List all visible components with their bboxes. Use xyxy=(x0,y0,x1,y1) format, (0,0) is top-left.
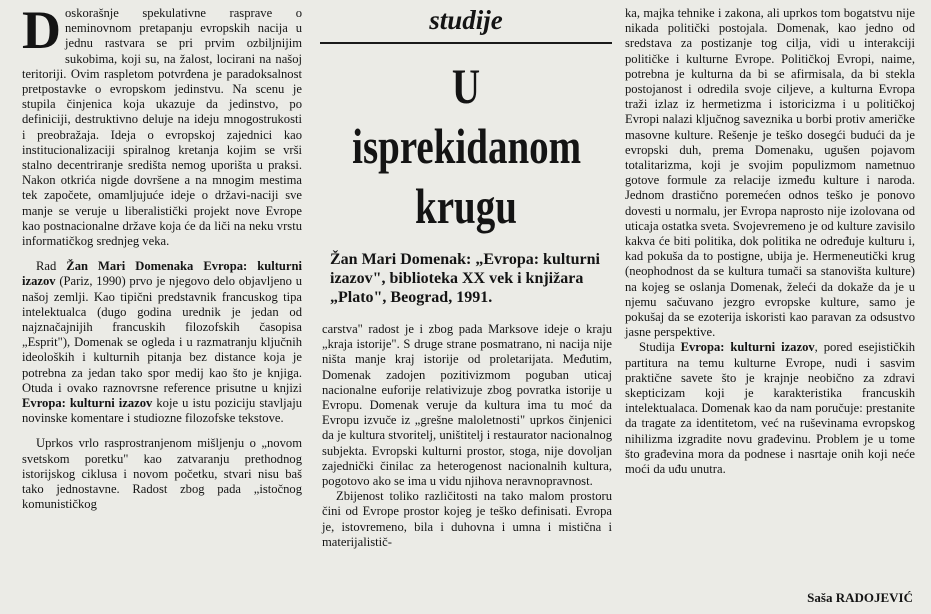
paragraph-3: Uprkos vrlo rasprostranjenom mišljenju o „novom svetskom poretku" kao zatvaranju prethodnog istorijskog ciklusa i novom početku, stvari nisu baš tako jednostavne. Radost zbog pada „istočnog komunističkog xyxy=(22,436,302,512)
article-header xyxy=(320,4,612,236)
paragraph-2: Rad Žan Mari Domenaka Evropa: kulturni izazov (Pariz, 1990) prvo je njegovo delo objavljeno u našoj zemlji. Kao tipični predstavnik francuskog tipa intelektualca (dugo godina urednik je jedan od najznačajnijih francuskih filozofskih časopisa „Esprit"), Domenak se ogleda i u razmatranju ključnih ideoloških i kulturnih pitanja bez distance koja je potrebna za jedan tako spor medij kao što je knjiga. Otuda i ovako raznovrsne reference prisutne u knjizi Evropa: kulturni izazov koje u istu poziciju stavljaju novinske komentare i studiozne filozofske tekstove. xyxy=(22,259,303,426)
col3-paragraph-2: Studija Evropa: kulturni izazov, pored esejističkih partitura na temu kulturne Evrope, nudi i sasvim praktične savete što je krajnje neobično za zdravi skepticizam koji je karakteristika francuskih intelektualaca. Domenak kao da nam poručuje: prestanite da tragate za identitetom, već na ruševinama evropskog nihilizma izgradite novu građevinu. Problem je u tome što građevina mora da podnese i nasrtaje onih koji neće moći da uđu unutra. xyxy=(625,340,915,477)
column-3 xyxy=(625,6,915,477)
col2-paragraph-2: Zbijenost toliko različitosti na tako malom prostoru čini od Evrope prostor kojeg je teško definisati. Evropa je, istovremeno, bila i duhovna i umna i mistična i materijalistič- xyxy=(322,489,612,549)
drop-cap: D xyxy=(22,0,61,60)
header-rule xyxy=(320,42,612,44)
author-signature: Saša RADOJEVIĆ xyxy=(807,590,913,605)
book-title-ref: Evropa: kulturni izazov xyxy=(680,340,815,355)
headline xyxy=(352,56,580,236)
col3-paragraph-1: ka, majka tehnike i zakona, ali uprkos tom bogatstvu nije nikada politički postojala. Domenak, kao jedno od sredstava za postizanje tog cilja, vidi u interakciji političke i kulturne Evrope. Političkoj Evropi, naime, potrebna je kulturna da bi se afirmisala, da bi stekla postojanost i odredila svoje ciljeve, a kulturna Evropa traži izlaz iz hermetizma i istoricizma i u političkoj Evropi nalazi ključnog saveznika u borbi protiv američke masovne kulture. Rešenje je teško dosegći budući da je evropski duh, prema Domenaku, ugušen pojavom totalitarizma, koji je svojim populizmom nametnuo gotove formule za relacije između kulture i naroda. Jednom drastično poremećen odnos teško je ponovo dovesti u normalu, jer Evropa naprosto nije izolovana od uticaja ostatka sveta. Svojevremeno je od kulture zavisilo kakva će biti politika, dok politika ne određuje kulturu i, kad pokuša da to postigne, ubija je. Hermeneutički krug (neophodnost da se kultura tumači sa stanovišta kulture) na kojeg se oslanja Domenak, želeći da dokaže da je u njemu sačuvano jezgro evropske kulture, samo je pokušaj da se ezoterija iskoristi kao paravan za odsustvo jasne perspektive. xyxy=(625,6,915,340)
book-reference: Žan Mari Domenak: „Evropa: kulturni izazov", biblioteka XX vek i knjižara „Plato", Beograd, 1991. xyxy=(330,251,600,306)
headline-line-2: krugu xyxy=(415,178,517,234)
intro-paragraph: Doskorašnje spekulativne rasprave o neminovnom pretapanju evropskih nacija u jednu rastvara se pri prvim ozbiljnijim sukobima, koji su, na žalost, locirani na našoj teritoriji. Ovim raspletom potvrđena je paradoksalnost pretpostavke o evropskom jedinstvu. Na scenu je stupila činjenica koja ukazuje da jedinstvo, po definiciji, destruktivno deluje na ideju mnogostrukosti i preobražaja. Ideja o evropskoj zajednici kao institucionalizaciji spiralnog kretanja kojim se vrši stalno decentriranje središta nemog uporišta u praksi. Nakon otkrića nigde dovršene a na mnogim mestima tek započete, omamljujuće ideje o državi-naciji sve manje se veruje u liberalistički projekt nove Evrope kao postnacionalne države koja će da liči na neku vrstu informatičkog srednjeg veka. xyxy=(22,0,302,249)
book-title-ref: Žan Mari Domenaka Evropa: kulturni izazov xyxy=(22,259,302,289)
col2-paragraph-1: carstva" radost je i zbog pada Marksove ideje o kraju „kraja istorije". S druge strane posmatrano, ni nacija nije ništa manje kraj istorije od proletarijata. Međutim, Domenak zadojen pozitivizmom poguban uticaj nacionalne euforije relativizuje zbog povratka istorije u Evropu. Domenak veruje da kultura ima tu moć da Evropu izvuče iz „grešne maloletnosti" uprkos činjenici da je kultura stvoritelj, uništitelj i restaurator nacionalnog subjekta. Evropski kulturni prostor, stoga, nije dovoljan zajednički činilac za heterogenost nacionalnih kultura, pogotovo ako se ima u vidu njihova neravnopravnost. xyxy=(322,322,612,489)
section-label: studije xyxy=(429,5,503,35)
column-2 xyxy=(322,322,612,550)
column-1 xyxy=(22,0,303,513)
headline-line-1: U isprekidanom xyxy=(352,58,582,174)
book-title-ref: Evropa: kulturni izazov xyxy=(22,396,153,411)
